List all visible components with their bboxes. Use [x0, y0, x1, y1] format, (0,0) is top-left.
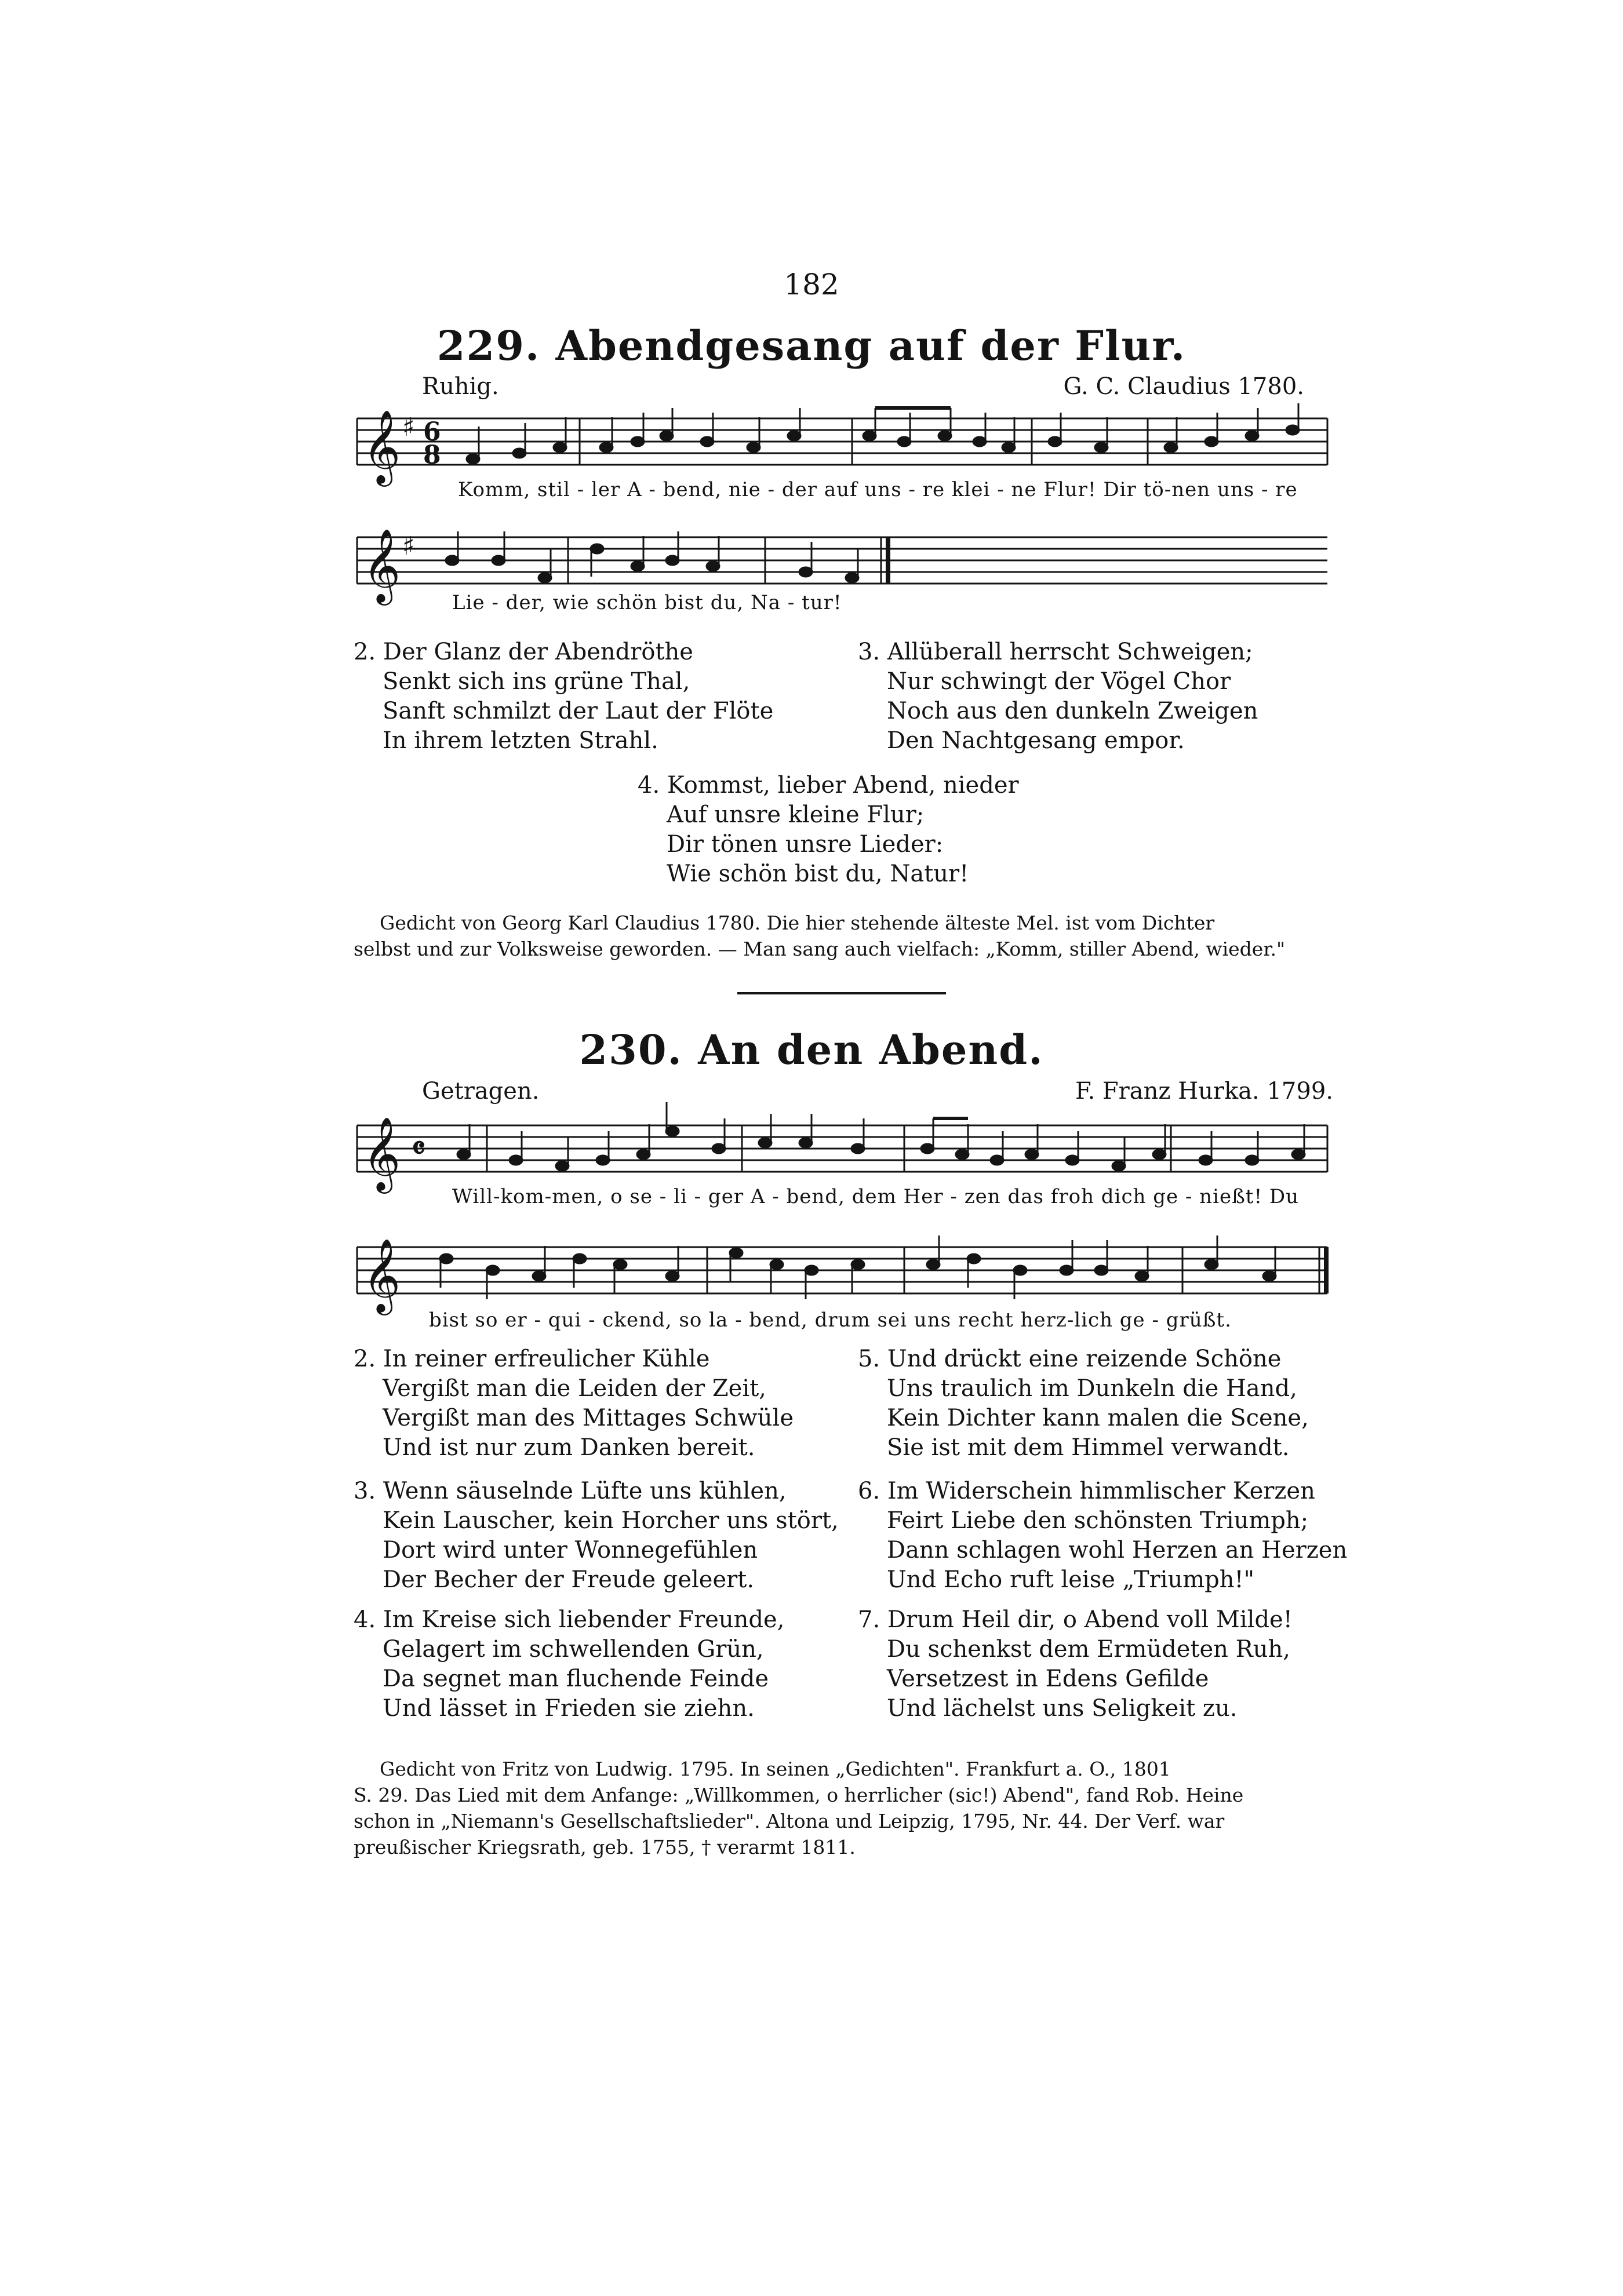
treble-clef-icon: 𝄞 [363, 409, 401, 483]
song-230-tempo: Getragen. [422, 1078, 540, 1105]
stanza-line: Senkt sich ins grüne Thal, [383, 668, 690, 695]
song-230-title: 230. An den Abend. [579, 1026, 1044, 1074]
song-230-composer: F. Franz Hurka. 1799. [1075, 1078, 1333, 1105]
song-230-stanza-4 [354, 1605, 784, 1723]
stanza-line: Sanft schmilzt der Laut der Flöte [383, 698, 774, 724]
song-229-stanza-3 [858, 637, 1258, 756]
song-229-lyrics-line-2: Lie - der, wie schön bist du, Na - tur! [452, 591, 842, 614]
stanza-line: Da segnet man fluchende Feinde [383, 1665, 769, 1692]
stanza-line: Der Becher der Freude geleert. [383, 1566, 755, 1593]
song-230-lyrics-line-2: bist so er - qui - ckend, so la - bend, drum sei uns recht herz-lich ge - grüßt. [429, 1309, 1232, 1332]
treble-clef-icon: 𝄞 [363, 528, 401, 602]
stanza-line: Dann schlagen wohl Herzen an Herzen [887, 1537, 1348, 1564]
song-229-tempo: Ruhig. [422, 373, 499, 400]
stanza-line: Versetzest in Edens Gefilde [887, 1665, 1209, 1692]
stanza-line: Vergißt man des Mittages Schwüle [383, 1405, 794, 1431]
song-229-note [354, 910, 1285, 962]
song-230-note [354, 1756, 1243, 1860]
stanza-line: Und ist nur zum Danken bereit. [383, 1434, 755, 1461]
song-229-stanza-4 [638, 771, 1019, 889]
stanza-line: Auf unsre kleine Flur; [667, 801, 925, 828]
stanza-line: Kein Dichter kann malen die Scene, [887, 1405, 1309, 1431]
svg-text:6: 6 [423, 417, 441, 447]
stanza-line: 7. Drum Heil dir, o Abend voll Milde! [858, 1606, 1293, 1633]
song-230-stanza-5 [858, 1344, 1309, 1463]
stanza-line: 3. Allüberall herrscht Schweigen; [858, 639, 1253, 665]
note-line: Gedicht von Fritz von Ludwig. 1795. In seinen „Gedichten". Frankfurt a. O., 1801 [380, 1758, 1171, 1780]
stanza-line: Feirt Liebe den schönsten Triumph; [887, 1507, 1309, 1534]
treble-clef-icon: 𝄞 [363, 1238, 401, 1312]
stanza-line: Dir tönen unsre Lieder: [667, 831, 944, 858]
song-230-stanza-7 [858, 1605, 1293, 1723]
stanza-line: Gelagert im schwellenden Grün, [383, 1636, 764, 1663]
song-230-staff-2 [348, 1223, 1333, 1321]
stanza-line: Uns traulich im Dunkeln die Hand, [887, 1375, 1297, 1402]
stanza-line: 2. In reiner erfreulicher Kühle [354, 1346, 710, 1372]
stanza-line: Noch aus den dunkeln Zweigen [887, 698, 1258, 724]
stanza-line: 4. Kommst, lieber Abend, nieder [638, 772, 1019, 799]
stanza-line: Kein Lauscher, kein Horcher uns stört, [383, 1507, 839, 1534]
stanza-line: 4. Im Kreise sich liebender Freunde, [354, 1606, 785, 1633]
svg-text:♯: ♯ [402, 413, 415, 442]
stanza-line: 6. Im Widerschein himmlischer Kerzen [858, 1478, 1315, 1504]
stanza-line: Den Nachtgesang empor. [887, 727, 1185, 754]
stanza-line: Und Echo ruft leise „Triumph!" [887, 1566, 1255, 1593]
section-divider [737, 992, 946, 994]
note-line: S. 29. Das Lied mit dem Anfange: „Willkommen, o herrlicher (sic!) Abend", fand Rob. Heine [354, 1784, 1244, 1806]
song-229-composer: G. C. Claudius 1780. [1063, 373, 1304, 400]
song-230-stanza-2 [354, 1344, 794, 1463]
song-229-stanza-2 [354, 637, 773, 756]
stanza-line: 3. Wenn säuselnde Lüfte uns kühlen, [354, 1478, 787, 1504]
stanza-line: Nur schwingt der Vögel Chor [887, 668, 1231, 695]
song-230-lyrics-line-1: Will-kom-men, o se - li - ger A - bend, dem Her - zen das froh dich ge - nießt! Du [452, 1185, 1300, 1208]
stanza-line: In ihrem letzten Strahl. [383, 727, 658, 754]
stanza-line: Dort wird unter Wonnegefühlen [383, 1537, 758, 1564]
song-229-lyrics-line-1: Komm, stil - ler A - bend, nie - der auf uns - re klei - ne Flur! Dir tö-nen uns - re [458, 478, 1298, 501]
note-line: selbst und zur Volksweise geworden. — Man sang auch vielfach: „Komm, stiller Abend, wieder." [354, 938, 1286, 960]
song-229-title: 229. Abendgesang auf der Flur. [436, 322, 1187, 370]
song-230-stanza-6 [858, 1477, 1347, 1595]
svg-text:𝄴: 𝄴 [412, 1129, 426, 1167]
page-number: 182 [784, 268, 839, 301]
stanza-line: 2. Der Glanz der Abendröthe [354, 639, 693, 665]
note-line: schon in „Niemann's Gesellschaftslieder". Altona und Leipzig, 1795, Nr. 44. Der Verf. war [354, 1810, 1225, 1832]
stanza-line: Wie schön bist du, Natur! [667, 861, 969, 887]
note-line: preußischer Kriegsrath, geb. 1755, † verarmt 1811. [354, 1836, 856, 1858]
stanza-line: Und lächelst uns Seligkeit zu. [887, 1695, 1238, 1722]
stanza-line: Und lässet in Frieden sie ziehn. [383, 1695, 755, 1722]
stanza-line: Du schenkst dem Ermüdeten Ruh, [887, 1636, 1291, 1663]
note-line: Gedicht von Georg Karl Claudius 1780. Die hier stehende älteste Mel. ist vom Dichter [380, 912, 1215, 934]
svg-text:8: 8 [423, 440, 441, 470]
stanza-line: Sie ist mit dem Himmel verwandt. [887, 1434, 1290, 1461]
song-230-stanza-3 [354, 1477, 839, 1595]
stanza-line: Vergißt man die Leiden der Zeit, [383, 1375, 766, 1402]
treble-clef-icon: 𝄞 [363, 1116, 401, 1190]
svg-text:♯: ♯ [402, 531, 415, 561]
stanza-line: 5. Und drückt eine reizende Schöne [858, 1346, 1282, 1372]
